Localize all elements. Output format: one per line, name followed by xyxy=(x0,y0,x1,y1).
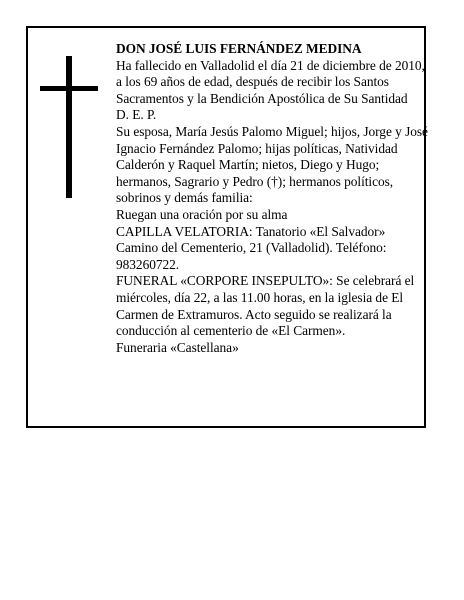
obituary-text xyxy=(116,41,428,356)
prayer-request: Ruegan una oración por su alma xyxy=(116,206,288,222)
funeral-details: Se celebrará el miércoles, día 22, a las 11.00 horas, en la iglesia de El Carmen de Extramuros. Acto seguido se realizará la conducción al cementerio de «El Carmen». xyxy=(116,273,415,339)
cross-horizontal-bar xyxy=(40,86,98,91)
funeral-label: FUNERAL «CORPORE INSEPULTO»: xyxy=(116,273,333,289)
deceased-name: DON JOSÉ LUIS FERNÁNDEZ MEDINA xyxy=(116,41,362,56)
obituary-notice xyxy=(26,26,426,428)
funeral-info xyxy=(116,273,428,339)
family-members: Su esposa, María Jesús Palomo Miguel; hijos, Jorge y José Ignacio Fernández Palomo; hijas políticas, Natividad Calderón y Raquel Martín; nietos, Diego y Hugo; hermanos, Sagrario y Pedro (†); hermanos políticos, sobrinos y demás familia: xyxy=(116,123,428,206)
cross-vertical-bar xyxy=(66,56,72,198)
funeraria-name: Funeraria «Castellana» xyxy=(116,339,239,355)
death-announcement: Ha fallecido en Valladolid el día 21 de diciembre de 2010, a los 69 años de edad, después de recibir los Santos Sacramentos y la Bendición Apostólica de Su Santidad xyxy=(116,57,425,106)
capilla-details: Tanatorio «El Salvador» Camino del Cementerio, 21 (Valladolid). Teléfono: 983260722. xyxy=(116,223,387,272)
dep-abbreviation: D. E. P. xyxy=(116,107,157,123)
capilla-velatoria xyxy=(116,224,428,274)
latin-cross-icon xyxy=(40,56,100,198)
capilla-label: CAPILLA VELATORIA: xyxy=(116,223,253,239)
